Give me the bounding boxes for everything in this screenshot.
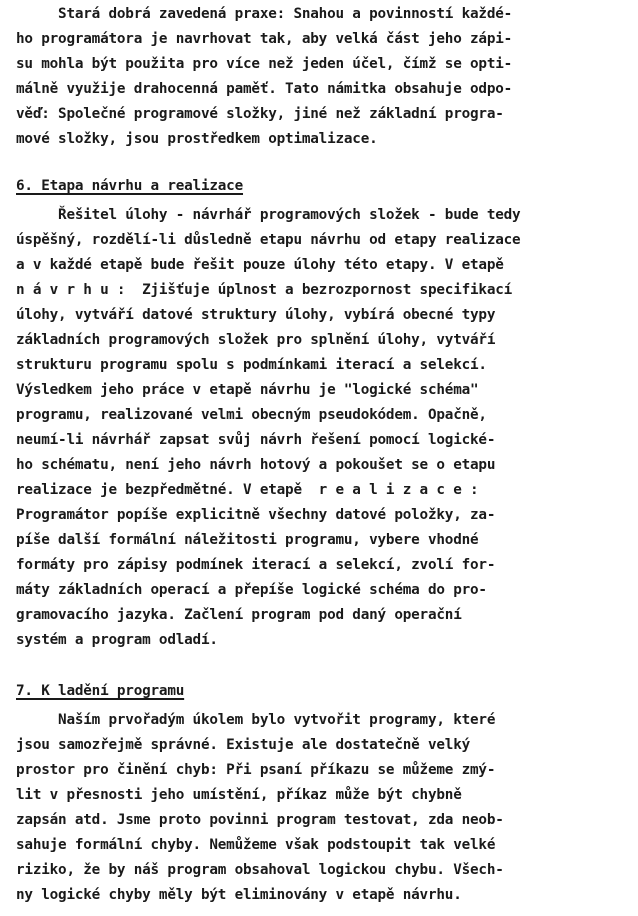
text-line: Stará dobrá zavedená praxe: Snahou a povinností každé-: [16, 6, 513, 22]
text-line: píše další formální náležitosti programu, vybere vhodné: [16, 532, 479, 548]
text-line: zapsán atd. Jsme proto povinni program testovat, zda neob-: [16, 812, 504, 828]
text-line: formáty pro zápisy podmínek iterací a selekcí, zvolí for-: [16, 557, 496, 573]
text-line: gramovacího jazyka. Začlení program pod daný operační: [16, 607, 462, 623]
text-line: ho schématu, není jeho návrh hotový a pokoušet se o etapu: [16, 457, 496, 473]
text-line: máty základních operací a přepíše logické schéma do pro-: [16, 582, 487, 598]
text-line: Výsledkem jeho práce v etapě návrhu je "logické schéma": [16, 382, 479, 398]
text-line: systém a program odladí.: [16, 632, 218, 648]
text-line: mové složky, jsou prostředkem optimalizace.: [16, 131, 378, 147]
section-6-heading: 6. Etapa návrhu a realizace: [16, 178, 244, 194]
text-line: ny logické chyby měly být eliminovány v etapě návrhu.: [16, 887, 462, 903]
text-line: prostor pro činění chyb: Při psaní příkazu se můžeme zmý-: [16, 762, 496, 778]
text-line: programu, realizované velmi obecným pseudokódem. Opačně,: [16, 407, 487, 423]
text-line: věď: Společné programové složky, jiné než základní progra-: [16, 106, 504, 122]
text-line: n á v r h u : Zjišťuje úplnost a bezrozpornost specifikací: [16, 282, 513, 298]
text-line: ho programátora je navrhovat tak, aby velká část jeho zápi-: [16, 31, 513, 47]
text-line: základních programových složek pro splnění úlohy, vytváří: [16, 332, 496, 348]
text-line: realizace je bezpředmětné. V etapě r e a l i z a c e :: [16, 482, 479, 498]
text-line: sahuje formální chyby. Nemůžeme však podstoupit tak velké: [16, 837, 496, 853]
text-line: úspěšný, rozdělí-li důsledně etapu návrhu od etapy realizace: [16, 232, 521, 248]
text-line: riziko, že by náš program obsahoval logickou chybu. Všech-: [16, 862, 504, 878]
text-line: Řešitel úlohy - návrhář programových složek - bude tedy: [16, 207, 521, 223]
text-line: jsou samozřejmě správné. Existuje ale dostatečně velký: [16, 737, 471, 753]
text-line: úlohy, vytváří datové struktury úlohy, vybírá obecné typy: [16, 307, 496, 323]
text-line: neumí-li návrhář zapsat svůj návrh řešení pomocí logické-: [16, 432, 496, 448]
text-line: málně využije drahocenná paměť. Tato námitka obsahuje odpo-: [16, 81, 513, 97]
text-line: a v každé etapě bude řešit pouze úlohy této etapy. V etapě: [16, 257, 504, 273]
section-7-heading: 7. K ladění programu: [16, 683, 185, 699]
text-line: Programátor popíše explicitně všechny datové položky, za-: [16, 507, 496, 523]
text-line: su mohla být použita pro více než jeden účel, čímž se opti-: [16, 56, 513, 72]
text-line: Naším prvořadým úkolem bylo vytvořit programy, které: [16, 712, 496, 728]
text-line: lit v přesnosti jeho umístění, příkaz může být chybně: [16, 787, 462, 803]
text-line: strukturu programu spolu s podmínkami iterací a selekcí.: [16, 357, 487, 373]
